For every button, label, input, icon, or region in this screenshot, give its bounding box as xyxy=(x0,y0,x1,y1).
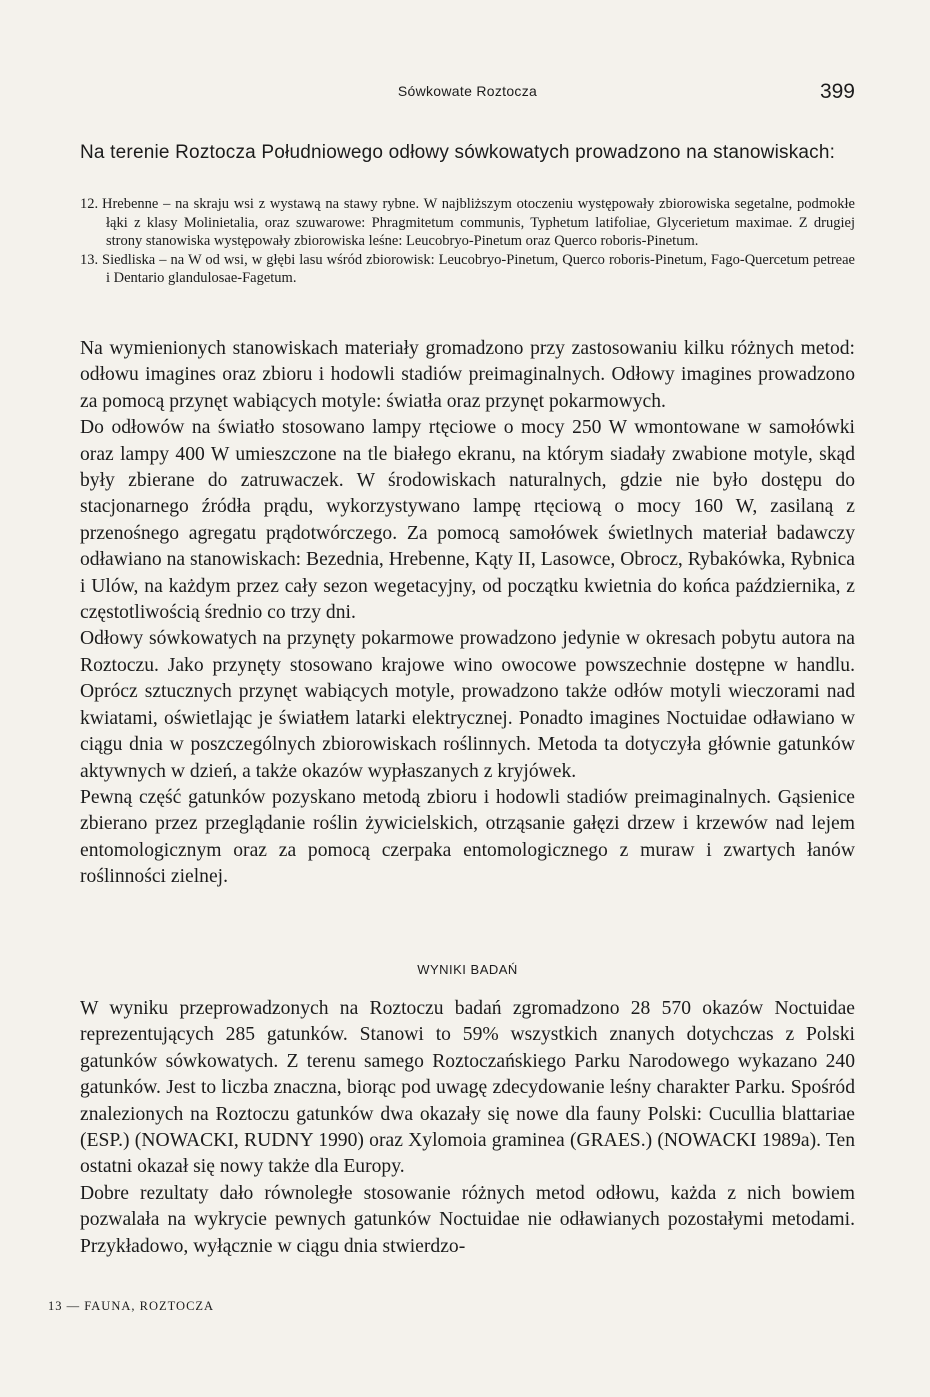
methods-paragraph: Pewną część gatunków pozyskano metodą zbioru i hodowli stadiów preimaginalnych. Gąsienice zbierano przez przeglądanie roślin żywicielskich, otrząsanie gałęzi drzew i krzewów nad lejem entomologicznym oraz za pomocą czerpaka entomologicznego z muraw i zwartych łanów roślinności zielnej. xyxy=(80,786,855,888)
page-footer: 13 — FAUNA, ROZTOCZA xyxy=(48,1299,215,1313)
station-number: 13. xyxy=(80,251,99,268)
methods-paragraph: Do odłowów na światło stosowano lampy rtęciowe o mocy 250 W wmontowane w samołówki oraz lampy 400 W umieszczone na tle białego ekranu, na którym siadały zwabione motyle, skąd były zbierane do zatruwaczek. W środowiskach naturalnych, gdzie nie było dostępu do stacjonarnego źródła prądu, wykorzystywano lampę rtęciową o mocy 160 W, zasilaną z przenośnego agregatu prądotwórczego. Za pomocą samołówek świetlnych materiał badawczy odławiano na stanowiskach: Bezednia, Hrebenne, Kąty II, Lasowce, Obrocz, Rybakówka, Rybnica i Ulów, na każdym przez cały sezon wegetacyjny, od początku kwietnia do końca października, z częstotliwością średnio co trzy dni. xyxy=(80,417,855,624)
results-paragraph: W wyniku przeprowadzonych na Roztoczu badań zgromadzono 28 570 okazów Noctuidae reprezentujących 285 gatunków. Stanowi to 59% wszystkich znanych dotychczas z Polski gatunków sówkowatych. Z terenu samego Roztoczańskiego Parku Narodowego wykazano 240 gatunków. Jest to liczba znaczna, biorąc pod uwagę zdecydowanie leśny charakter Parku. Spośród znalezionych na Roztoczu gatunków dwa okazały się nowe dla fauny Polski: Cucullia blattariae (ESP.) (NOWACKI, RUDNY 1990) oraz Xylomoia graminea (GRAES.) (NOWACKI 1989a). Ten ostatni okazał się nowy także dla Europy. xyxy=(80,998,855,1178)
station-number: 12. xyxy=(80,196,99,212)
methods-section xyxy=(80,336,855,891)
running-head xyxy=(80,80,855,104)
station-item xyxy=(80,195,855,251)
methods-paragraph: Odłowy sówkowatych na przynęty pokarmowe prowadzono jedynie w okresach pobytu autora na Roztoczu. Jako przynęty stosowano krajowe wino owocowe powszechnie dostępne w handlu. Oprócz sztucznych przynęt wabiących motyle, prowadzono także odłów motyli wieczorami nad kwiatami, oświetlając je światłem latarki elektrycznej. Ponadto imagines Noctuidae odławiano w ciągu dnia w poszczególnych zbiorowiskach roślinnych. Metoda ta dotyczyła głównie gatunków aktywnych w dzień, a także okazów wypłaszanych z kryjówek. xyxy=(80,628,855,782)
station-text: Hrebenne – na skraju wsi z wystawą na stawy rybne. W najbliższym otoczeniu występowały zbiorowiska segetalne, podmokłe łąki z klasy Molinietalia, oraz szuwarowe: Phragmitetum communis, Typhetum latifoliae, Glycerietum maximae. Z drugiej strony stanowiska występowały zbiorowiska leśne: Leucobryo-Pinetum oraz Querco roboris-Pinetum. xyxy=(102,196,855,250)
methods-paragraph: Na wymienionych stanowiskach materiały gromadzono przy zastosowaniu kilku różnych metod: odłowu imagines oraz zbioru i hodowli stadiów preimaginalnych. Odłowy imagines prowadzono za pomocą przynęt wabiących motyle: światła oraz przynęt pokarmowych. xyxy=(80,338,855,412)
results-paragraph: Dobre rezultaty dało równoległe stosowanie różnych metod odłowu, każda z nich bowiem pozwalała na wykrycie pewnych gatunków Noctuidae nie odławianych pozostałymi metodami. Przykładowo, wyłącznie w ciągu dnia stwierdzo- xyxy=(80,1182,855,1257)
intro-paragraph: Na terenie Roztocza Południowego odłowy sówkowatych prowadzono na stanowiskach: xyxy=(80,142,836,163)
running-title: Sówkowate Roztocza xyxy=(397,83,538,99)
results-section xyxy=(80,996,855,1260)
page-number: 399 xyxy=(819,80,855,103)
station-list xyxy=(80,195,855,288)
results-heading: WYNIKI BADAŃ xyxy=(417,962,518,977)
station-text: Siedliska – na W od wsi, w głębi lasu wśród zbiorowisk: Leucobryo-Pinetum, Querco roboris-Pinetum, Fago-Quercetum petreae i Dentario glandulosae-Fagetum. xyxy=(102,251,855,287)
station-item xyxy=(80,251,855,288)
